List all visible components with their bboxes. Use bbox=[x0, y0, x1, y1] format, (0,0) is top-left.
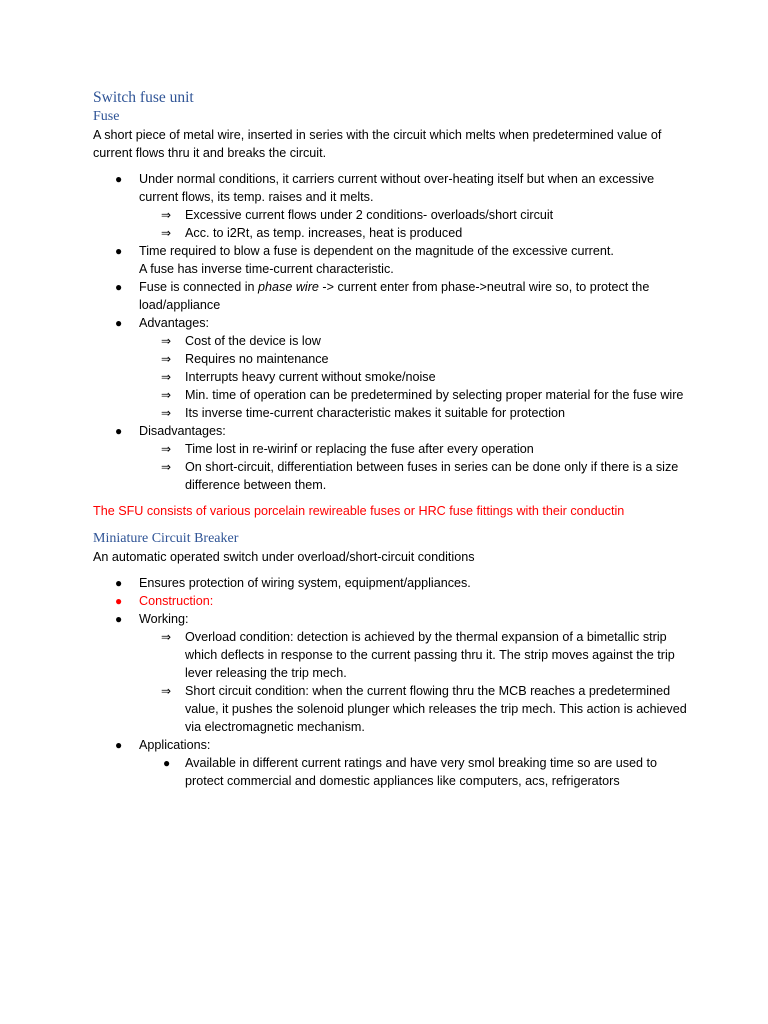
list-item: ● Working: ⇒ Overload condition: detection is achieved by the thermal expansion of a bimetallic strip which deflects in response to the current passing thru it. The strip moves against the trip lever releasing the trip mech. ⇒ Short circuit condition: when the current flowing thru the MCB reaches a predetermined value, it pushes the solenoid plunger which releases the trip mech. This action is achieved via electromagnetic mechanism. bbox=[93, 610, 693, 736]
working-list bbox=[139, 628, 693, 736]
advantages-list bbox=[139, 332, 693, 422]
arrow-icon: ⇒ bbox=[161, 630, 172, 644]
list-item: ⇒ Excessive current flows under 2 conditions- overloads/short circuit bbox=[161, 208, 554, 222]
arrow-icon: ⇒ bbox=[161, 460, 172, 474]
list-item: ⇒ On short-circuit, differentiation between fuses in series can be done only if there is a size difference between them. bbox=[161, 460, 679, 492]
list-item: ⇒ Requires no maintenance bbox=[161, 352, 329, 366]
bullet-icon: ● bbox=[115, 316, 123, 330]
bullet-icon: ● bbox=[115, 424, 123, 438]
list-item: ⇒ Overload condition: detection is achieved by the thermal expansion of a bimetallic strip which deflects in response to the current passing thru it. The strip moves against the trip lever releasing the trip mech. bbox=[161, 630, 675, 680]
arrow-icon: ⇒ bbox=[161, 406, 172, 420]
list-item: ● Ensures protection of wiring system, equipment/appliances. bbox=[115, 576, 471, 590]
arrow-icon: ⇒ bbox=[161, 370, 172, 384]
list-item: ● Available in different current ratings and have very smol breaking time so are used to protect commercial and domestic appliances like computers, acs, refrigerators bbox=[163, 756, 658, 788]
arrow-icon: ⇒ bbox=[161, 388, 172, 402]
list-item: ⇒ Min. time of operation can be predetermined by selecting proper material for the fuse wire bbox=[161, 388, 684, 402]
list-item: ⇒ Its inverse time-current characteristic makes it suitable for protection bbox=[161, 406, 566, 420]
list-item: ● Under normal conditions, it carriers current without over-heating itself but when an excessive current flows, its temp. raises and it melts. ⇒ Excessive current flows under 2 conditions- overloads/short circuit ⇒ Acc. to i2Rt, as temp. increases, heat is produced bbox=[93, 170, 693, 242]
list-item: ⇒ Short circuit condition: when the current flowing thru the MCB reaches a predetermined value, it pushes the solenoid plunger which releases the trip mech. This action is achieved via electromagnetic mechanism. bbox=[161, 684, 687, 734]
list-item: ⇒ Time lost in re-wirinf or replacing the fuse after every operation bbox=[161, 442, 534, 456]
list-item: ● Construction: bbox=[115, 594, 214, 608]
arrow-icon: ⇒ bbox=[161, 684, 172, 698]
mcb-intro: An automatic operated switch under overload/short-circuit conditions bbox=[93, 550, 475, 564]
section-heading-mcb: Miniature Circuit Breaker bbox=[93, 531, 239, 546]
list-item: ● Disadvantages: ⇒ Time lost in re-wirinf or replacing the fuse after every operation ⇒ On short-circuit, differentiation between fuses in series can be done only if there is a size difference between them. bbox=[93, 422, 693, 494]
bullet-icon: ● bbox=[115, 612, 123, 626]
sfu-note: The SFU consists of various porcelain rewireable fuses or HRC fuse fittings with their conductin bbox=[93, 504, 625, 518]
arrow-icon: ⇒ bbox=[161, 208, 172, 222]
arrow-icon: ⇒ bbox=[161, 442, 172, 456]
list-item: ● Applications: ● Available in different current ratings and have very smol breaking time so are used to protect commercial and domestic appliances like computers, acs, refrigerators bbox=[93, 736, 693, 790]
bullet-icon: ● bbox=[115, 576, 123, 590]
list-item: ● Fuse is connected in phase wire -> current enter from phase->neutral wire so, to protect the load/appliance bbox=[115, 280, 650, 312]
bullet-icon: ● bbox=[115, 172, 123, 186]
fuse-list bbox=[93, 170, 693, 494]
applications-list bbox=[139, 754, 693, 790]
list-item: ● Advantages: ⇒ Cost of the device is low ⇒ Requires no maintenance ⇒ Interrupts heavy current without smoke/noise ⇒ Min. time of operation can be predetermined by selecting proper material for the fuse wire ⇒ Its inverse time-current characteristic makes it suitable for protection bbox=[93, 314, 693, 422]
section-heading-fuse: Fuse bbox=[93, 109, 120, 124]
document-page bbox=[93, 88, 693, 790]
list-item: ● Time required to blow a fuse is dependent on the magnitude of the excessive current. A fuse has inverse time-current characteristic. bbox=[115, 244, 614, 276]
bullet-icon: ● bbox=[115, 738, 123, 752]
disadvantages-list bbox=[139, 440, 693, 494]
arrow-icon: ⇒ bbox=[161, 352, 172, 366]
page-title: Switch fuse unit bbox=[93, 89, 194, 106]
bullet-icon: ● bbox=[115, 280, 123, 294]
bullet-icon: ● bbox=[163, 756, 171, 770]
arrow-icon: ⇒ bbox=[161, 334, 172, 348]
list-item: ⇒ Acc. to i2Rt, as temp. increases, heat is produced bbox=[161, 226, 463, 240]
arrow-icon: ⇒ bbox=[161, 226, 172, 240]
bullet-icon: ● bbox=[115, 594, 123, 608]
bullet-icon: ● bbox=[115, 244, 123, 258]
fuse-intro: A short piece of metal wire, inserted in series with the circuit which melts when predetermined value of current flows thru it and breaks the circuit. bbox=[93, 128, 662, 160]
list-item: ⇒ Cost of the device is low bbox=[161, 334, 321, 348]
list-item: ⇒ Interrupts heavy current without smoke/noise bbox=[161, 370, 436, 384]
sub-list bbox=[139, 206, 693, 242]
mcb-list bbox=[93, 574, 693, 790]
